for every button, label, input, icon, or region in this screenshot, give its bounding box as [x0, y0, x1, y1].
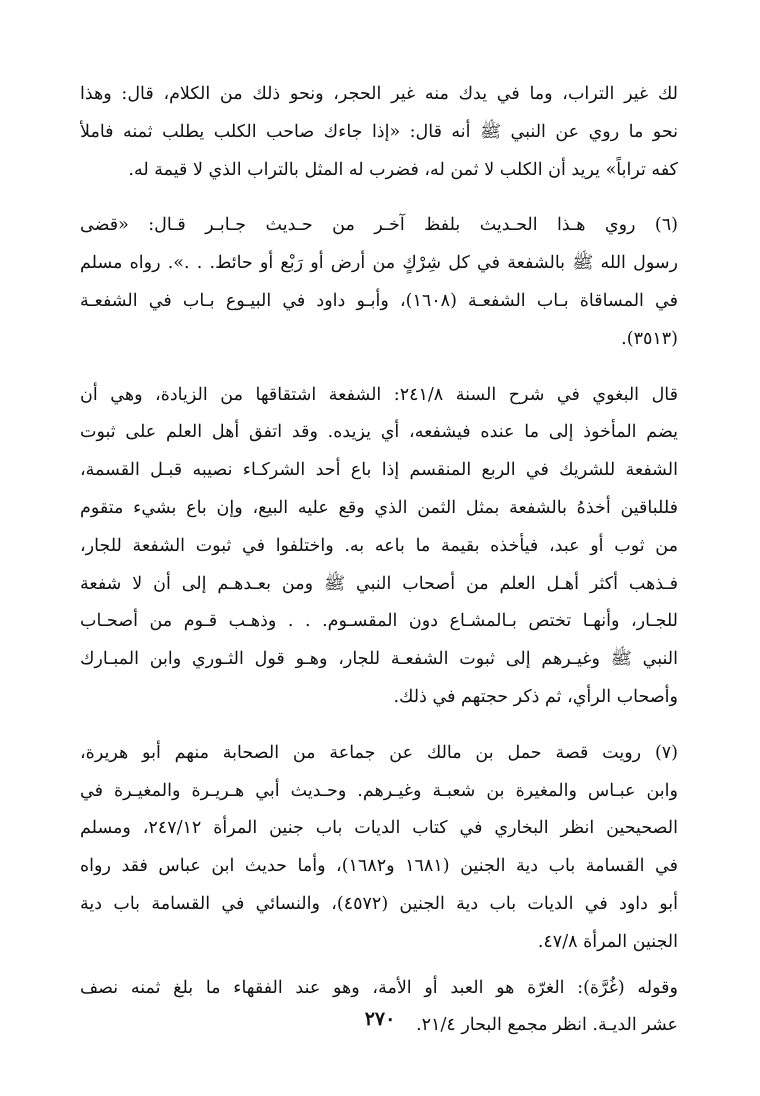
text-line: رسول الله ﷺ بالشفعة في كل شِرْكٍ من أرض أو رَبْع أو حائط. . .». رواه مسلم: [80, 253, 678, 274]
text-line: فللباقين أخذهُ بالشفعة بمثل الثمن الذي وقع عليه البيع، وإن باع بشيء متقوم: [80, 497, 678, 518]
text-line: من ثوب أو عبد، فيأخذه بقيمة ما باعه به. واختلفوا في ثبوت الشفعة للجار،: [80, 535, 678, 556]
text-line: وأصحاب الرأي، ثم ذكر حجتهم في ذلك.: [393, 686, 678, 707]
paragraph-gap: [80, 717, 678, 735]
text-line: وقوله (غُرَّة): الغرّة هو العبد أو الأمة، وهو عند الفقهاء ما بلغ ثمنه نصف: [80, 977, 678, 998]
text-line: لك غير التراب، وما في يدك منه غير الحجر، ونحو ذلك من الكلام، قال: وهذا: [80, 84, 678, 104]
footnote-6: [80, 207, 678, 358]
text-line: عشر الديـة. انظر مجمع البحار ٢١/٤.: [416, 1015, 678, 1036]
text-line: كفه تراباً» يريد أن الكلب لا ثمن له، فضرب له المثل بالتراب الذي لا قيمة له.: [128, 159, 678, 180]
paragraph-dog-price: [80, 76, 678, 189]
text-line: (٧) رويت قصة حمل بن مالك عن جماعة من الصحابة منهم أبو هريرة،: [80, 742, 678, 763]
paragraph-gap: [80, 962, 678, 970]
text-line: الصحيحين انظر البخاري في كتاب الديات باب جنين المرأة ٢٤٧/١٢، ومسلم: [80, 818, 678, 839]
paragraph-baghawi-quote: [80, 377, 678, 717]
text-line: للجـار، وأنهـا تختص بـالمشـاع دون المقسـوم. . . وذهـب قـوم من أصحـاب: [80, 611, 678, 632]
text-line: (٦) روي هـذا الحـديث بلفظ آخـر من حـديث جـابـر قـال: «قضى: [80, 215, 678, 236]
text-line: نحو ما روي عن النبي ﷺ أنه قال: «إذا جاءك صاحب الكلب يطلب ثمنه فاملأ: [80, 121, 678, 142]
text-line: أبو داود في الديات باب دية الجنين (٤٥٧٢)، والنسائي في القسامة باب دية: [80, 893, 678, 914]
text-line: في المساقاة بـاب الشفعـة (١٦٠٨)، وأبـو داود في البيـوع بـاب في الشفعـة: [80, 290, 678, 311]
text-line: وابن عبـاس والمغيرة بن شعبـة وغيـرهم. وحـديث أبي هـريـرة والمغيـرة في: [80, 780, 678, 801]
text-line: في القسامة باب دية الجنين (١٦٨١ و١٦٨٢)، وأما حديث ابن عباس فقد رواه: [80, 856, 678, 877]
text-line: (٣٥١٣).: [621, 328, 678, 349]
paragraph-gap: [80, 359, 678, 377]
text-line: قال البغوي في شرح السنة ٢٤١/٨: الشفعة اشتقاقها من الزيادة، وهي أن: [80, 384, 678, 405]
text-line: النبي ﷺ وغيـرهم إلى ثبوت الشفعـة للجار، وهـو قول الثـوري وابن المبـارك: [80, 649, 678, 670]
page-body: [80, 76, 678, 1045]
paragraph-gap: [80, 189, 678, 207]
text-line: فـذهب أكثر أهـل العلم من أصحاب النبي ﷺ ومن بعـدهـم إلى أن لا شفعة: [80, 573, 678, 594]
text-line: الجنين المرأة ٤٧/٨.: [537, 931, 678, 952]
footnote-7: [80, 735, 678, 962]
text-line: يضم المأخوذ إلى ما عنده فيشفعه، أي يزيده. وقد اتفق أهل العلم على ثبوت: [80, 422, 678, 443]
page-number: ٢٧٠: [364, 1008, 396, 1030]
text-line: الشفعة للشريك في الربع المنقسم إذا باع أحد الشركـاء نصيبه قبـل القسمة،: [80, 460, 678, 481]
